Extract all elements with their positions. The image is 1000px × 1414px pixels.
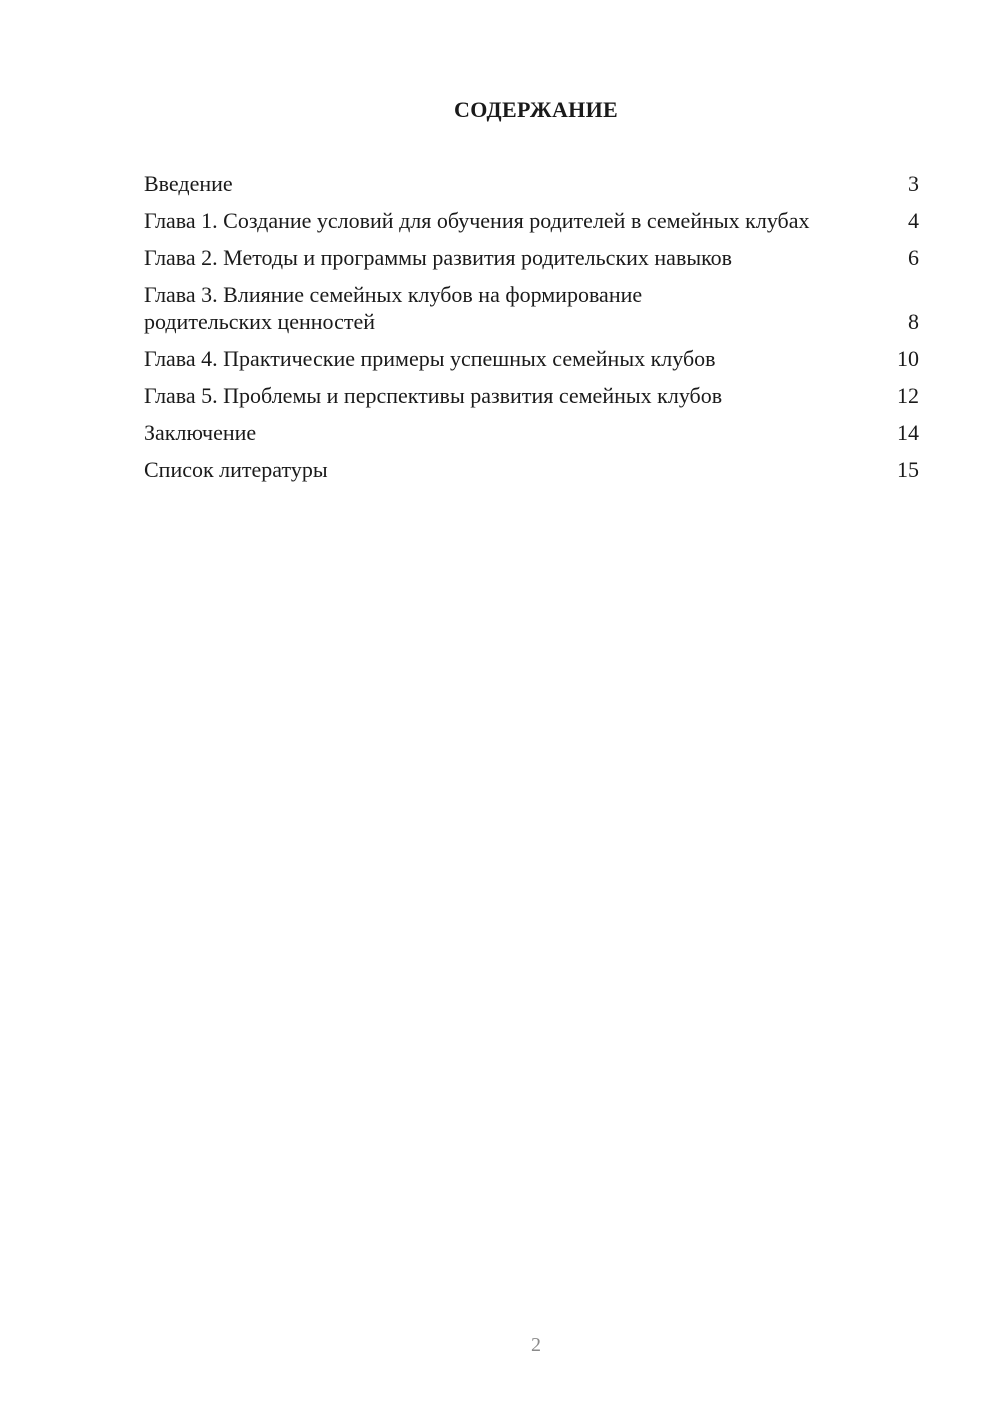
toc-entry-introduction bbox=[144, 170, 919, 197]
toc-entry-page: 14 bbox=[897, 420, 919, 445]
toc-entry-text: Введение bbox=[144, 171, 233, 196]
toc-entry-conclusion bbox=[144, 419, 919, 446]
toc-entry-page: 3 bbox=[908, 171, 919, 196]
toc-entry-page: 4 bbox=[908, 208, 919, 233]
toc-entry-chapter-1 bbox=[144, 207, 919, 234]
toc-entry-page: 8 bbox=[908, 309, 919, 334]
toc-entry-page: 15 bbox=[897, 457, 919, 482]
toc-title: СОДЕРЖАНИЕ bbox=[454, 97, 618, 122]
toc-entry-page: 6 bbox=[908, 245, 919, 270]
toc-entry-chapter-2 bbox=[144, 244, 919, 271]
toc-entry-text: Заключение bbox=[144, 420, 257, 445]
toc-entry-chapter-4 bbox=[144, 345, 919, 372]
toc-entry-page: 10 bbox=[897, 346, 919, 371]
toc-entry-chapter-3 bbox=[144, 281, 919, 335]
table-of-contents bbox=[144, 170, 919, 493]
toc-entry-text: Список литературы bbox=[144, 457, 328, 482]
page-number: 2 bbox=[531, 1334, 541, 1356]
toc-entry-page: 12 bbox=[897, 383, 919, 408]
toc-entry-text: Глава 2. Методы и программы развития родительских навыков bbox=[144, 245, 733, 270]
toc-entry-text: Глава 1. Создание условий для обучения родителей в семейных клубах bbox=[144, 208, 810, 233]
toc-entry-text: Глава 5. Проблемы и перспективы развития семейных клубов bbox=[144, 383, 723, 408]
toc-entry-references bbox=[144, 456, 919, 483]
toc-entry-text: Глава 3. Влияние семейных клубов на формирование родительских ценностей bbox=[144, 282, 643, 334]
toc-entry-chapter-5 bbox=[144, 382, 919, 409]
toc-entry-text: Глава 4. Практические примеры успешных семейных клубов bbox=[144, 346, 716, 371]
